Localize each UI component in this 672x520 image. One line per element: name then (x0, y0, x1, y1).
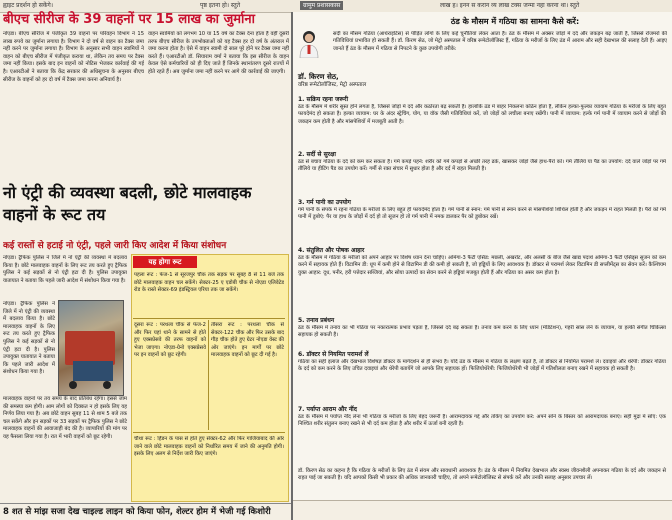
section-1-text: ठंड के मौसम में शरीर सुस्त होने लगता है, जिससे जोड़ों में दर्द और कठोरता बढ़ सकती है। हालांकि ठंड में बाहर निकलना कठिन होता है, लेकिन हल्का-फुल्का व्यायाम गठिया के मरीजों के लिए बहुत फायदेमंद हो सकता है। हल्का व्यायाम: घर के अंदर स्ट्रेचिंग, योग, या वॉक जैसी गतिविधियां करें, जो जोड़ों को लचीला बनाए रखेंगी। पानी में व्यायाम: हल्के गर्म पानी में व्यायाम करने से जोड़ों की जकड़न कम होती है और मांसपेशियों में मजबूती आती है। (298, 104, 666, 125)
section-2 (298, 150, 666, 197)
truck-cab-shape (73, 361, 113, 381)
doctor-title: वरिष्ठ रूमेटोलॉजिस्ट, मेट्रो अस्पताल (298, 82, 367, 88)
route-box-tag: यह होगा रूट (133, 256, 197, 268)
section-6 (298, 350, 666, 404)
section-5-heading: 5. तनाव प्रबंधन (298, 317, 335, 324)
traffic-truck-photo (58, 300, 124, 396)
route-box-divider-2 (133, 432, 285, 433)
section-4-heading: 4. संतुलित और पोषक आहार (298, 247, 365, 254)
topbar-gray-label: ग्रामुम प्रशासकास (300, 1, 343, 10)
bottom-headline: 8 शत से मांझ सजा देख चाइल्ड लाइन को किया फोन, शेल्टर होम में भेजी गई किशोरी (3, 507, 271, 517)
section-1 (298, 95, 666, 149)
bottom-headline-strip (0, 503, 291, 520)
section-7 (298, 405, 666, 466)
section-6-heading: 6. डॉक्टर से नियमित परामर्श लें (298, 351, 369, 358)
article-no-entry-beside-photo: नोएडा। ट्रैफिक पुलिस ने जिले में नो एंट्री की व्यवस्था में बदलाव किया है। छोटे मालवाहक वाहनों के लिए रूट तय करते हुए ट्रैफिक पुलिस ने कई सड़कों से नो एंट्री हटा दी है। पुलिस उपायुक्त यातायात ने बताया कि पहले जारी आदेश में संशोधन किया गया है। (3, 301, 55, 376)
section-4-text: ठंड के मौसम में गठिया के मरीजों को अपने आहार पर विशेष ध्यान देना चाहिए। ओमेगा-3 फैटी एसिड: मछली, अखरोट, और अलसी के बीज जैसे खाद्य पदार्थ ओमेगा-3 फैटी एसिड्स सूजन को कम करने में सहायक होते हैं। विटामिन डी: धूप में कमी होने से विटामिन डी की कमी हो सकती है, जो हड्डियों के लिए आवश्यक है। डॉक्टर से परामर्श लेकर विटामिन डी सप्लीमेंट्स का सेवन करें। कैल्शियम युक्त आहार: दूध, पनीर, हरी पत्तेदार सब्जियां, और सोया उत्पादों का सेवन करने से हड्डियां मजबूत होती हैं और गठिया का असर कम होता है। (298, 255, 666, 276)
route-3-text: तीसरा रूट : परथला चौक से सेक्टर-122 चौक और फिर उसके बाद गौड़ चौक होते हुए ग्रेटर नोएडा वेस्ट की ओर जाएंगे। इन मार्गों पर छोटे मालवाहक वाहनों को छूट दी गई है। (211, 322, 284, 359)
route-box-divider (133, 318, 285, 319)
doctor-avatar (298, 28, 320, 58)
route-box-vertical-divider (208, 320, 209, 430)
topbar-right-text: लाख ह। इनन स करान व्य लाख टक्स जन्मा नहा करना था। स्तुते (440, 2, 580, 9)
topbar-left-text: ह्वाइट प्रदर्शन हो सकेंगे। (3, 2, 54, 9)
section-5 (298, 316, 666, 349)
arthritis-article-title: ठंड के मौसम में गठिया का सामना कैसे करें: (450, 17, 580, 26)
article-bh-series-col1: नोएडा। बीएच सीरीज में पंजीकृत 39 वाहनों पर परिवहन विभाग ने 15 लाख रुपये का जुर्माना लगाया है। विभाग ने दो वर्ष से वाहन का टैक्स जमा नहीं करने पर जुर्माना लगाया है। विभाग के अनुसार सभी वाहन स्वामियों ने वाहन को बीएच सीरीज में पंजीकृत कराया था, लेकिन तय समय पर टैक्स जमा नहीं किया। इसके बाद इन वाहनों को नोटिस भेजकर कार्रवाई की गई है। एआरटीओ ने बताया कि केंद्र सरकार की अधिसूचना के अनुसार बीएच सीरीज के वाहनों को हर दो वर्ष में टैक्स जमा करना अनिवार्य है। (3, 31, 144, 83)
section-3-heading: 3. गर्म पानी का उपयोग (298, 199, 351, 206)
route-4-text: चौथा रूट : हिंडन के पास से होते हुए सेक्टर-62 और फिर गाजियाबाद की ओर जाने वाले छोटे मालवाहक वाहनों को निर्धारित समय में जाने की अनुमति होगी। इसके लिए अलग से निर्देश जारी किए जाएंगे। (134, 436, 284, 458)
arthritis-intro: सर्दी का मौसम गठिया (आर्थराइटिस) से पीड़ित लोगों के लिए कई चुनौतियां लेकर आता है। ठंड के मौसम में अक्सर जोड़ों में दर्द और जकड़न बढ़ जाती है, जिससे रोजमर्रा की गतिविधियां प्रभावित हो सकती हैं। डॉ. किरण सेठ, जो मेट्रो अस्पताल में वरिष्ठ रूमेटोलॉजिस्ट हैं, गठिया के मरीजों के लिए ठंड में आराम और सही देखभाल की सलाह देती हैं। आइए जानते हैं ठंड के मौसम में गठिया से निपटने के कुछ उपयोगी तरीके: (333, 31, 667, 52)
section-6-text: गठिया का सही इलाज और देखभाल विशेषज्ञ डॉक्टर के मार्गदर्शन से ही संभव है। यदि ठंड के मौसम में गठिया के लक्षण बढ़ते हैं, तो डॉक्टर से नियमित परामर्श लें। दवाइयां और थेरेपी: डॉक्टर गठिया के दर्द को कम करने के लिए उचित दवाइयां और थेरेपी बतायेंगे जो आपके लिए सहायक हों। फिजियोथेरेपी: फिजियोथेरेपी भी जोड़ों में गतिशीलता बनाए रखने में सहायक हो सकती है। (298, 359, 666, 373)
section-4 (298, 246, 666, 315)
headline-bh-series: बीएच सीरीज के 39 वाहनों पर 15 लाख का जुर्माना (3, 12, 255, 27)
section-7-text: ठंड के मौसम में पर्याप्त नींद लेना भी गठिया के मरीजों के लिए बेहद जरूरी है। आरामदायक गद्दे और तकिए का उपयोग करें: अपने सोने के बिस्तर को आरामदायक बनाएं। सही मुद्रा में सोएं: एक निश्चित शरीर संतुलन बनाए रखने से भी दर्द कम होता है और शरीर में ऊर्जा बनी रहती है। (298, 414, 666, 428)
section-7-heading: 7. पर्याप्त आराम और नींद (298, 406, 357, 413)
topbar-middle-text: पृष्ठ इतना हो। स्तुते (200, 2, 241, 9)
wheel-shape (103, 381, 111, 389)
section-2-text: ठंड से बचाव गठिया के दर्द को कम कर सकता है। गर्म कपड़े पहनें: शरीर को गर्म कपड़ों से अच्छी तरह ढकें, खासकर जोड़ों जैसे हाथ-पैरों को। गर्म तौलिये या पैड का उपयोग: दर्द वाले जोड़ों पर गर्म तौलिये या हीटिंग पैड का उपयोग करें। गर्मी से रक्त संचार में सुधार होता है और दर्द में राहत मिलती है। (298, 159, 666, 173)
section-5-text: ठंड के मौसम में तनाव का भी गठिया पर नकारात्मक प्रभाव पड़ता है, जिससे दर्द बढ़ सकता है। तनाव कम करने के लिए ध्यान (मेडिटेशन), गहरी सांस लेने के व्यायाम, या हल्की संगीत चिकित्सा सहायक हो सकती है। (298, 325, 666, 339)
right-bottom-strip (293, 500, 672, 520)
arthritis-footer-note: डॉ. किरण सेठ का कहना है कि गठिया के मरीजों के लिए ठंड में संयम और सावधानी आवश्यक है। ठंड के मौसम में नियमित देखभाल और स्वस्थ जीवनशैली अपनाकर गठिया के दर्द और जकड़न से राहत पाई जा सकती है। यदि आपको किसी भी प्रकार की अधिक जानकारी चाहिए, तो अपने रूमेटोलॉजिस्ट से संपर्क करें और उनकी सलाह अनुसार उपचार लें। (298, 468, 666, 482)
route-2-text: दूसरा रूट : परथला चौक से फेज-2 और फिर यहां थाने के सामने से होते हुए एक्सप्रेसवे की तरफ वाहनों को भेजा जाएगा। नोएडा-ग्रेनो एक्सप्रेसवे पर इन वाहनों को छूट रहेगी। (134, 322, 206, 359)
truck-shape (65, 331, 115, 365)
article-bh-series-col2: वाहन स्वामियों को लगभग 10 या 15 वर्ष का टैक्स देना होता है वहीं दूसरी तरफ बीएच सीरीज के उपभोक्ताओं को यह टैक्स हर दो वर्ष के अंतराल में जमा करना होता है। ऐसे में वाहन स्वामी दो साल पूरे होने पर टैक्स जमा नहीं करते हैं। एआरटीओ डॉ. सियाराम वर्मा ने बताया कि इस सीरीज के वाहन केवल ऐसे कर्मचारियों को ही दिए जाते हैं जिनके स्थानांतरण दूसरे राज्यों में होते रहते हैं। अब जुर्माना जमा नहीं करने पर आगे की कार्रवाई की जाएगी। (148, 31, 289, 75)
article-no-entry-col1-cont: मालवाहक वाहनों पर तय समय के बाद प्रतिबंध रहेगा। इससे जाम की समस्या कम होगी। आम लोगों को दिक्कत न हो इसके लिए यह निर्णय लिया गया है। अब छोटे वाहन सुबह 11 से शाम 5 बजे तक चल सकेंगे और इन सड़कों पर 33 सड़कों पर ट्रैफिक पुलिस ने छोटे मालवाहक वाहनों की आवाजाही बंद की है। व्यापारियों की मांग पर यह फैसला लिया गया है। रात में भारी वाहनों को छूट रहेगी। (3, 396, 127, 440)
section-3 (298, 198, 666, 245)
section-2-heading: 2. सर्दी से सुरक्षा (298, 151, 336, 158)
article-no-entry-col1: नोएडा। ट्रैफिक पुलिस ने जिले में नो एंट्री की व्यवस्था में बदलाव किया है। छोटे मालवाहक वाहनों के लिए रूट तय करते हुए ट्रैफिक पुलिस ने कई सड़कों से नो एंट्री हटा दी है। पुलिस उपायुक्त यातायात ने बताया कि पहले जारी आदेश में संशोधन किया गया है। (3, 255, 127, 284)
route-1-text: पहला रूट : फेज-1 से सूरजपुर चौक तक सड़क पर सुबह 8 से 11 बजे तक छोटे मालवाहक वाहन चल सकेंगे। सेक्टर-25 ए एडोबी चौक से नोएडा एलिवेटेड रोड के रास्ते सेक्टर-69 इंडस्ट्रियल एरिया तक जा सकेंगे। (134, 272, 284, 294)
section-3-text: गर्म पानी के संपर्क में रहना गठिया के मरीजों के लिए बहुत ही फायदेमंद होता है। गर्म पानी से स्नान: गर्म पानी से स्नान करने से मांसपेशियों शिथिल होती हैं और जकड़न में राहत मिलती है। पैरों को गर्म पानी में डुबोएं: पैर या हाथ के जोड़ों में दर्द हो तो सूजन हो तो गर्म पानी में नमक डालकर पैर को डुबोकर रखें। (298, 207, 666, 221)
wheel-shape (69, 381, 77, 389)
subheadline-no-entry: कई रास्तों से हटाई नो एंट्री, पहले जारी किए आदेश में किया संशोधन (3, 241, 227, 251)
headline-no-entry: नो एंट्री की व्यवस्था बदली, छोटे मालवाहक वाहनों के रूट तय (3, 183, 252, 224)
section-1-heading: 1. सक्रिय रहना जरूरी (298, 96, 349, 103)
doctor-name: डॉ. किरण सेठ, (298, 72, 339, 81)
